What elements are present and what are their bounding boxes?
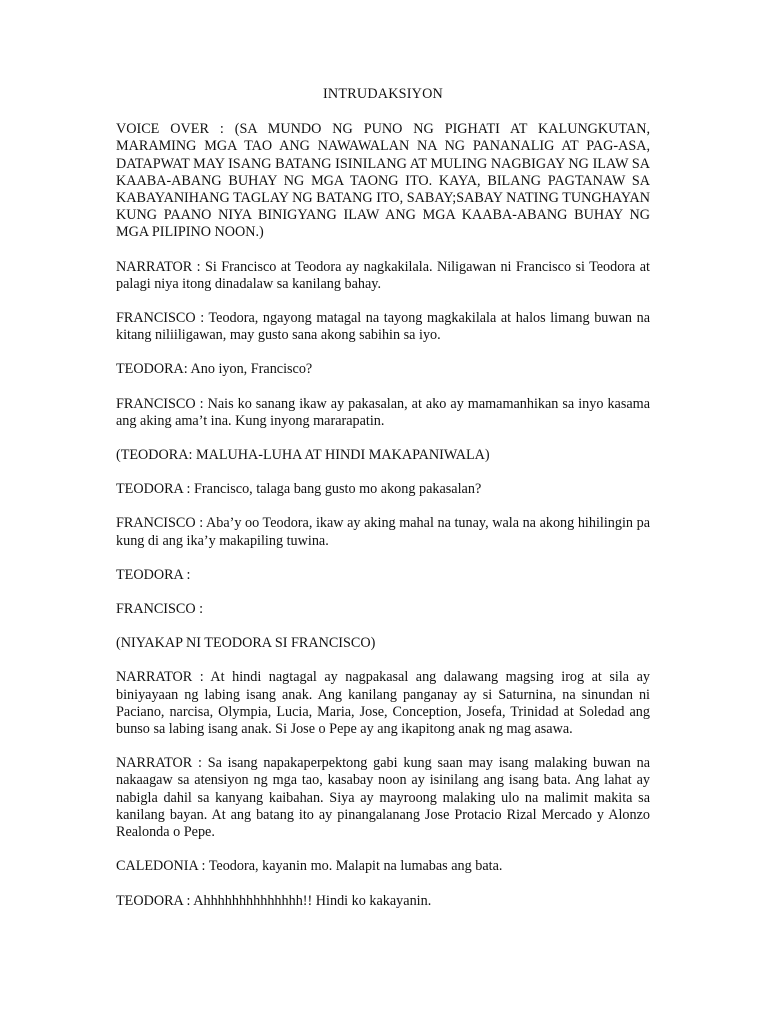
- paragraph-francisco-3: FRANCISCO : Aba’y oo Teodora, ikaw ay aking mahal na tunay, wala na akong hihilingin pa kung di ang ika’y makapiling tuwina.: [116, 515, 650, 549]
- paragraph-stage-direction-2: (NIYAKAP NI TEODORA SI FRANCISCO): [116, 635, 376, 652]
- paragraph-francisco-1: FRANCISCO : Teodora, ngayong matagal na tayong magkakilala at halos limang buwan na kitang niliiligawan, may gusto sana akong sabihin sa iyo.: [116, 310, 650, 344]
- paragraph-narrator-2: NARRATOR : At hindi nagtagal ay nagpakasal ang dalawang magsing irog at sila ay biniyayaan ng labing isang anak. Ang kanilang panganay ay si Saturnina, na sinundan ni Paciano, narcisa, Olympia, Lucia, Maria, Jose, Conception, Josefa, Trinidad at Soledad ang bunso sa labing isang anak. Si Jose o Pepe ay ang ikapitong anak ng mag asawa.: [116, 669, 650, 738]
- paragraph-francisco-2: FRANCISCO : Nais ko sanang ikaw ay pakasalan, at ako ay mamamanhikan sa inyo kasama ang aking ama’t ina. Kung inyong mararapatin.: [116, 395, 650, 429]
- paragraph-teodora-4: TEODORA : Ahhhhhhhhhhhhhh!! Hindi ko kakayanin.: [116, 892, 432, 909]
- paragraph-caledonia-1: CALEDONIA : Teodora, kayanin mo. Malapit na lumabas ang bata.: [116, 858, 503, 875]
- document-title: INTRUDAKSIYON: [322, 86, 444, 102]
- paragraph-narrator-1: NARRATOR : Si Francisco at Teodora ay nagkakilala. Niligawan ni Francisco si Teodora at palagi niya itong dinadalaw sa kanilang bahay.: [116, 258, 650, 292]
- paragraph-teodora-1: TEODORA: Ano iyon, Francisco?: [116, 361, 313, 378]
- paragraph-stage-direction-1: (TEODORA: MALUHA-LUHA AT HINDI MAKAPANIWALA): [116, 447, 490, 464]
- document-page: [116, 86, 650, 927]
- paragraph-teodora-2: TEODORA : Francisco, talaga bang gusto mo akong pakasalan?: [116, 481, 482, 498]
- paragraph-voice-over: VOICE OVER : (SA MUNDO NG PUNO NG PIGHATI AT KALUNGKUTAN, MARAMING MGA TAO ANG NAWAWALAN NA NG PANANALIG AT PAG-ASA, DATAPWAT MAY ISANG BATANG ISINILANG AT MULING NAGBIGAY NG ILAW SA KAABA-ABANG BUHAY NG MGA TAONG ITO. KAYA, BILANG PAGTANAW SA KABAYANIHANG TAGLAY NG BATANG ITO, SABAY;SABAY NATING TUNGHAYAN KUNG PAANO NIYA BINIGYANG ILAW ANG MGA KAABA-ABANG BUHAY NG MGA PILIPINO NOON.): [116, 121, 650, 241]
- paragraph-teodora-3: TEODORA :: [116, 566, 191, 583]
- paragraph-francisco-4: FRANCISCO :: [116, 601, 204, 618]
- paragraph-narrator-3: NARRATOR : Sa isang napakaperpektong gabi kung saan may isang malaking buwan na nakaagaw sa atensiyon ng mga tao, kasabay noon ay isinilang ang isang bata. Ang lahat ay nabigla dahil sa kanyang kaibahan. Siya ay mayroong malaking ulo na malimit makita sa kanilang bayan. At ang batang ito ay pinangalanang Jose Protacio Rizal Mercado y Alonzo Realonda o Pepe.: [116, 755, 650, 841]
